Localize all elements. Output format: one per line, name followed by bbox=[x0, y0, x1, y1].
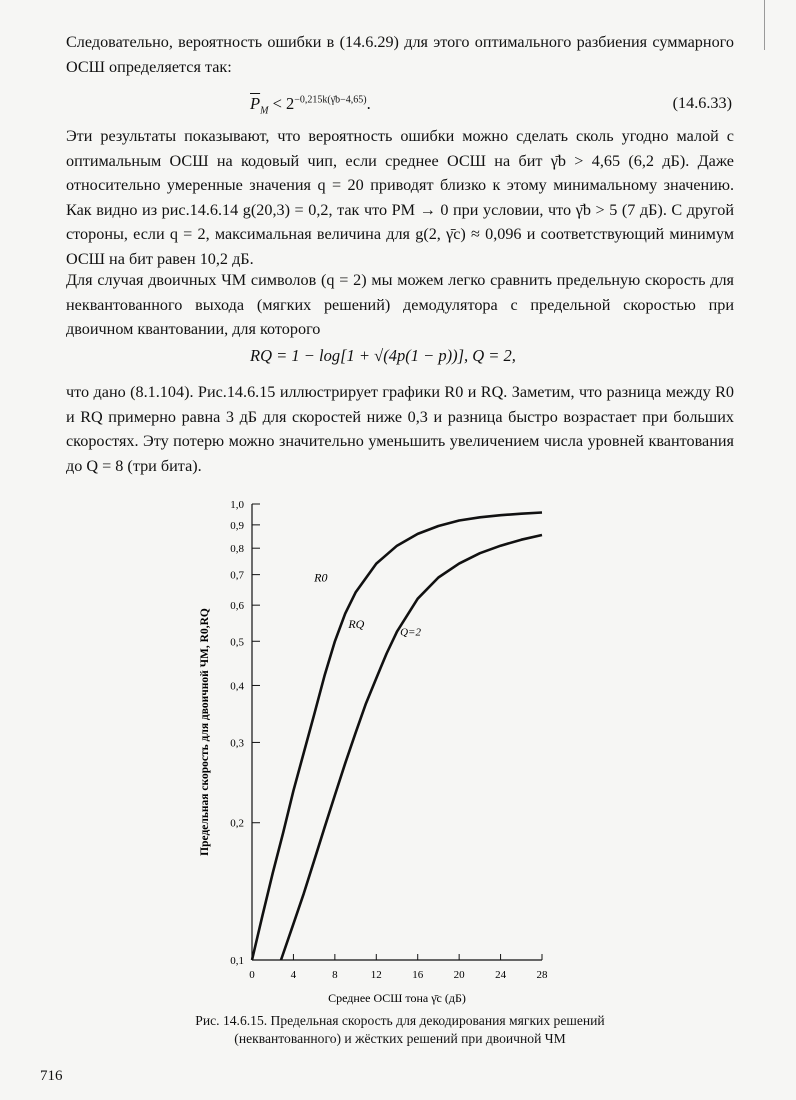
eq2-text: RQ = 1 − log[1 + √(4p(1 − p))], Q = 2, bbox=[250, 346, 516, 365]
y-tick-label: 0,3 bbox=[230, 737, 244, 750]
equation-rq bbox=[250, 346, 516, 366]
paragraph-2-text: Эти результаты показывают, что вероятность ошибки можно сделать сколь угодно малой с оптимальным ОСШ на кодовый чип, если среднее ОСШ на бит γ̄b > 4,65 (6,2 дБ). Даже относительно умеренные значения q = 20 приводят близко к этому минимальному значению. Как видно из рис.14.6.14 g(20,3) = 0,2, так что PM → 0 при условии, что γ̄b > 5 (7 дБ). С другой стороны, если q = 2, максимальная величина для g(2, γ̄c) ≈ 0,096 и соответствующий минимум ОСШ на бит равен 10,2 дБ. bbox=[66, 127, 734, 268]
series-label-R0: R0 bbox=[314, 570, 328, 585]
rate-chart bbox=[190, 490, 570, 1010]
chart-axes bbox=[252, 504, 542, 960]
x-tick-label: 12 bbox=[370, 969, 382, 981]
series-line-R0 bbox=[252, 513, 542, 961]
x-tick-label: 0 bbox=[249, 969, 255, 981]
x-axis-label: Среднее ОСШ тона γ̄c (дБ) bbox=[328, 991, 466, 1005]
paragraph-1 bbox=[66, 30, 734, 79]
page-number: 716 bbox=[40, 1068, 63, 1084]
y-tick-label: 0,4 bbox=[230, 680, 244, 693]
series-line-RQ bbox=[281, 535, 542, 960]
y-tick-label: 0,6 bbox=[230, 600, 244, 613]
series-label-RQ: RQ bbox=[348, 616, 365, 631]
x-tick-label: 16 bbox=[412, 969, 424, 981]
paragraph-2 bbox=[66, 124, 734, 272]
caption-line-2: (неквантованного) и жёстких решений при двоичной ЧМ bbox=[234, 1031, 566, 1046]
series-annotation-Q: Q=2 bbox=[400, 626, 421, 639]
x-tick-label: 28 bbox=[536, 969, 548, 981]
x-tick-label: 20 bbox=[453, 969, 465, 981]
y-tick-label: 1,0 bbox=[230, 499, 244, 511]
caption-line-1: Рис. 14.6.15. Предельная скорость для декодирования мягких решений bbox=[195, 1013, 605, 1028]
eq1-lhs: $\overline{P}$ bbox=[250, 94, 261, 113]
eq1-tail: . bbox=[366, 94, 371, 113]
equation-number: (14.6.33) bbox=[672, 94, 732, 112]
y-tick-label: 0,5 bbox=[230, 636, 244, 649]
figure-caption bbox=[170, 1012, 630, 1048]
eq1-lhs-sub: M bbox=[260, 105, 269, 117]
y-tick-label: 0,9 bbox=[230, 519, 244, 532]
chart-lines bbox=[252, 513, 542, 961]
y-tick-label: 0,7 bbox=[230, 569, 244, 582]
y-tick-label: 0,2 bbox=[230, 817, 244, 830]
paragraph-3-text: Для случая двоичных ЧМ символов (q = 2) мы можем легко сравнить предельную скорость для неквантованного выхода (мягких решений) демодулятора с предельной скоростью при двоичном квантовании, для которого bbox=[66, 271, 734, 339]
y-tick-label: 0,8 bbox=[230, 543, 244, 556]
eq1-relation: < 2 bbox=[268, 94, 295, 113]
paragraph-3 bbox=[66, 268, 734, 342]
x-tick-label: 24 bbox=[495, 969, 507, 981]
y-tick-label: 0,1 bbox=[230, 955, 244, 967]
paragraph-4-text: что дано (8.1.104). Рис.14.6.15 иллюстрирует графики R0 и RQ. Заметим, что разница между R0 и RQ примерно равна 3 дБ для скоростей ниже 0,3 и разница быстро возрастает при больших скоростях. Эту потерю можно значительно уменьшить увеличением числа уровней квантования до Q = 8 (три бита). bbox=[66, 383, 734, 475]
scan-artifact bbox=[764, 0, 765, 50]
x-tick-label: 4 bbox=[290, 969, 297, 981]
equation-14-6-33 bbox=[250, 94, 371, 117]
y-ticks bbox=[230, 499, 260, 967]
y-axis-label: Предельная скорость для двоичной ЧМ, R0,RQ bbox=[199, 608, 211, 856]
paragraph-1-text: Следовательно, вероятность ошибки в (14.6.29) для этого оптимального разбиения суммарного ОСШ определяется так: bbox=[66, 33, 734, 76]
chart-labels bbox=[313, 570, 421, 638]
paragraph-4 bbox=[66, 380, 734, 478]
x-tick-label: 8 bbox=[332, 969, 338, 981]
eq1-exponent: −0,215k(γ̄b−4,65) bbox=[294, 94, 367, 106]
x-ticks bbox=[249, 954, 548, 981]
